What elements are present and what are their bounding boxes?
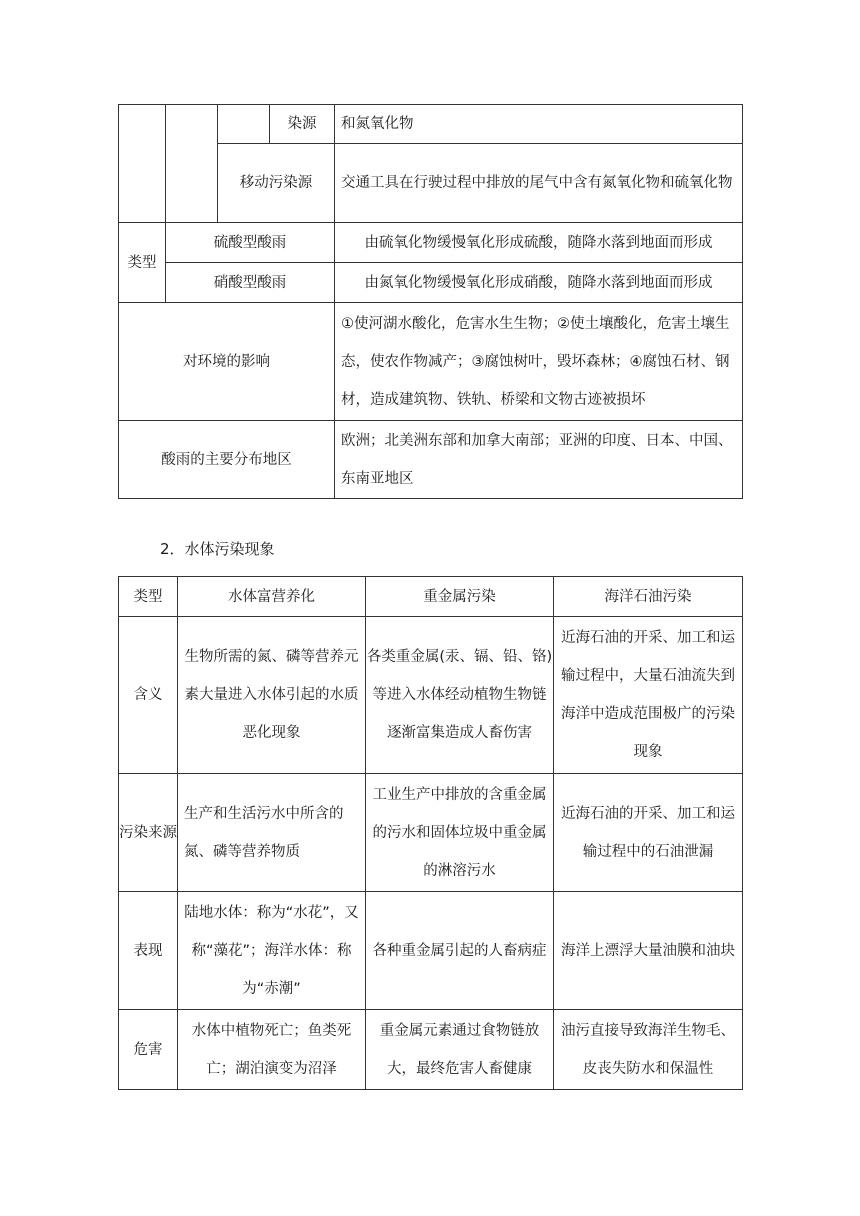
mobile-source-text: 交通工具在行驶过程中排放的尾气中含有氮氧化物和硫氧化物	[335, 144, 743, 223]
table-cell: 工业生产中排放的含重金属的污水和固体垃圾中重金属的淋溶污水	[366, 774, 554, 892]
nitric-acid-rain-label: 硝酸型酸雨	[166, 263, 335, 303]
blank-cell	[166, 105, 218, 223]
distribution-text: 欧洲；北美洲东部和加拿大南部；亚洲的印度、日本、中国、东南亚地区	[335, 421, 743, 499]
table-cell: 陆地水体：称为“水花”，又称“藻花”；海洋水体：称为“赤潮”	[178, 892, 366, 1010]
header-type: 类型	[119, 577, 178, 617]
source-text: 和氮氧化物	[335, 105, 743, 144]
header-heavy-metal: 重金属污染	[366, 577, 554, 617]
table-cell: 重金属元素通过食物链放大，最终危害人畜健康	[366, 1010, 554, 1090]
table-cell: 各类重金属(汞、镉、铅、铬)等进入水体经动植物生物链逐渐富集造成人畜伤害	[366, 617, 554, 774]
header-oil: 海洋石油污染	[554, 577, 743, 617]
nitric-acid-rain-text: 由氮氧化物缓慢氧化形成硝酸，随降水落到地面而形成	[335, 263, 743, 303]
table-cell: 各种重金属引起的人畜病症	[366, 892, 554, 1010]
row-label: 污染来源	[119, 774, 178, 892]
acid-rain-table	[118, 104, 743, 499]
type-label: 类型	[119, 223, 166, 303]
row-label: 表现	[119, 892, 178, 1010]
row-label: 含义	[119, 617, 178, 774]
row-label: 危害	[119, 1010, 178, 1090]
table-cell: 油污直接导致海洋生物毛、皮丧失防水和保温性	[554, 1010, 743, 1090]
table-cell: 海洋上漂浮大量油膜和油块	[554, 892, 743, 1010]
table-cell: 近海石油的开采、加工和运输过程中的石油泄漏	[554, 774, 743, 892]
impact-label: 对环境的影响	[119, 303, 335, 421]
distribution-label: 酸雨的主要分布地区	[119, 421, 335, 499]
sulfuric-acid-rain-label: 硫酸型酸雨	[166, 223, 335, 263]
sulfuric-acid-rain-text: 由硫氧化物缓慢氧化形成硫酸，随降水落到地面而形成	[335, 223, 743, 263]
blank-cell	[119, 105, 166, 223]
table-cell: 近海石油的开采、加工和运输过程中，大量石油流失到海洋中造成范围极广的污染现象	[554, 617, 743, 774]
impact-text: ①使河湖水酸化，危害水生生物；②使土壤酸化，危害土壤生态，使农作物减产；③腐蚀树叶，毁坏森林；④腐蚀石材、钢材，造成建筑物、铁轨、桥梁和文物古迹被损坏	[335, 303, 743, 421]
section-heading: 2．水体污染现象	[160, 540, 275, 558]
table-cell: 水体中植物死亡；鱼类死亡；湖泊演变为沼泽	[178, 1010, 366, 1090]
blank-cell	[218, 105, 270, 144]
table-cell: 生物所需的氮、磷等营养元素大量进入水体引起的水质恶化现象	[178, 617, 366, 774]
water-pollution-table	[118, 576, 743, 1090]
table-cell: 生产和生活污水中所含的氮、磷等营养物质	[178, 774, 366, 892]
mobile-source-label: 移动污染源	[218, 144, 335, 223]
source-label: 染源	[270, 105, 335, 144]
header-eutrophication: 水体富营养化	[178, 577, 366, 617]
